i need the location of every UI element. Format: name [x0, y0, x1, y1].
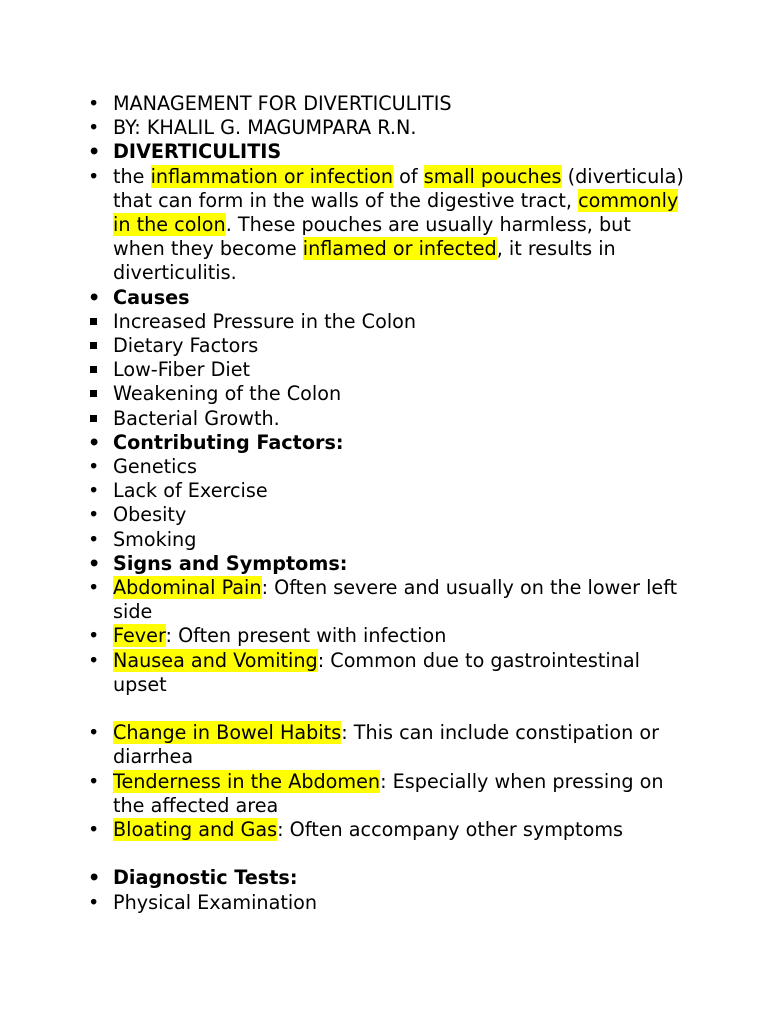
bullet-icon — [88, 866, 104, 890]
highlighted-term: commonly in the colon — [113, 188, 679, 237]
symptom-description: : Often severe and usually on the lower left side — [113, 576, 678, 624]
bullet-icon — [88, 649, 104, 673]
bullet-icon — [88, 624, 104, 648]
definition-text: of — [393, 164, 424, 188]
list-item — [88, 479, 688, 503]
list-item — [88, 455, 688, 479]
bullet-icon — [88, 140, 104, 164]
bullet-icon — [88, 479, 104, 503]
factor-text: Obesity — [113, 503, 187, 527]
factor-text: Lack of Exercise — [113, 479, 268, 503]
highlighted-term: Abdominal Pain — [113, 576, 262, 600]
cause-text: Dietary Factors — [113, 334, 259, 358]
document-title: MANAGEMENT FOR DIVERTICULITIS — [113, 92, 452, 115]
list-item — [88, 576, 688, 624]
symptom-description: : This can include constipation or diarrhea — [113, 721, 659, 769]
bullet-icon — [88, 576, 104, 600]
bullet-icon — [88, 891, 104, 915]
list-item — [88, 92, 688, 116]
bullet-icon — [88, 721, 104, 745]
list-item — [88, 818, 688, 842]
highlighted-term: Fever — [113, 624, 166, 648]
bullet-icon — [88, 116, 104, 140]
list-item — [88, 528, 688, 552]
symptom-description: : Often accompany other symptoms — [277, 818, 624, 842]
section-heading: Causes — [113, 285, 190, 309]
bullet-icon — [88, 503, 104, 527]
definition-text: (diverticula) that can form in the walls of the digestive tract, — [113, 164, 684, 212]
definition-paragraph — [88, 165, 688, 286]
cause-text: Weakening of the Colon — [113, 382, 342, 406]
bullet-icon — [88, 770, 104, 794]
list-item — [88, 891, 688, 915]
cause-text: Bacterial Growth. — [113, 406, 280, 430]
bullet-icon — [88, 528, 104, 552]
cause-text: Low-Fiber Diet — [113, 358, 251, 382]
factor-text: Genetics — [113, 455, 198, 479]
symptom-description: : Often present with infection — [165, 624, 447, 648]
section-heading: Diagnostic Tests: — [113, 866, 298, 890]
blank-line — [88, 842, 688, 866]
outline-list — [88, 92, 688, 915]
bullet-icon — [88, 92, 104, 116]
highlighted-term: Nausea and Vomiting — [113, 648, 318, 672]
highlighted-term: Bloating and Gas — [113, 818, 278, 842]
list-item — [88, 721, 688, 769]
list-item — [88, 770, 688, 818]
list-item — [88, 503, 688, 527]
bullet-icon — [88, 552, 104, 576]
section-heading: Contributing Factors: — [113, 430, 344, 454]
diagnostic-text: Physical Examination — [113, 890, 318, 914]
list-item — [88, 649, 688, 697]
list-item — [88, 140, 688, 164]
symptom-description: : Common due to gastrointestinal upset — [113, 648, 641, 696]
list-item — [88, 431, 688, 455]
section-heading: Signs and Symptoms: — [113, 551, 348, 575]
list-item — [88, 624, 688, 648]
definition-text: , it results in diverticulitis. — [113, 237, 616, 285]
section-heading: DIVERTICULITIS — [113, 140, 282, 164]
highlighted-term: Tenderness in the Abdomen — [113, 769, 381, 793]
highlighted-term: small pouches — [423, 164, 562, 188]
definition-text: . These pouches are usually harmless, but when they become — [113, 213, 631, 261]
highlighted-term: inflammation or infection — [150, 164, 394, 188]
definition-text: the — [113, 164, 151, 188]
factor-text: Smoking — [113, 527, 197, 551]
bullet-icon — [88, 818, 104, 842]
blank-line — [88, 697, 688, 721]
highlighted-term: Change in Bowel Habits — [113, 721, 342, 745]
list-item — [88, 552, 688, 576]
list-item — [88, 866, 688, 890]
highlighted-term: inflamed or infected — [302, 237, 497, 261]
bullet-icon — [88, 431, 104, 455]
list-item — [88, 286, 688, 310]
list-item — [88, 407, 688, 431]
bullet-icon — [88, 286, 104, 310]
cause-text: Increased Pressure in the Colon — [113, 309, 417, 333]
list-item — [88, 116, 688, 140]
bullet-icon — [88, 165, 104, 189]
list-item — [88, 382, 688, 406]
author-line: BY: KHALIL G. MAGUMPARA R.N. — [113, 116, 417, 140]
list-item — [88, 358, 688, 382]
symptom-description: : Especially when pressing on the affected area — [113, 769, 664, 817]
bullet-icon — [88, 455, 104, 479]
list-item — [88, 310, 688, 334]
list-item — [88, 334, 688, 358]
